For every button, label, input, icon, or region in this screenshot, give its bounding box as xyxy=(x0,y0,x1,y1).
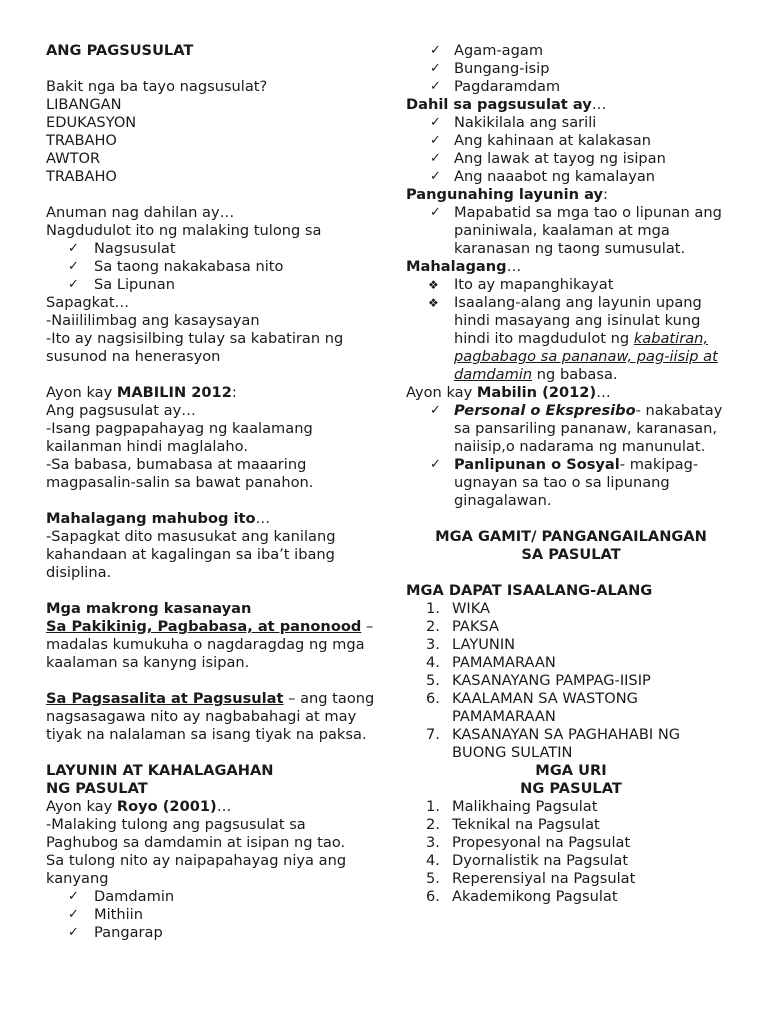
item2-pre: Isaalang-alang ang layunin upang hindi masayang ang isinulat kung hindi ito magdudulot ng xyxy=(454,294,702,347)
item-text: WIKA xyxy=(452,600,491,617)
layunin-heading-2: NG PASULAT xyxy=(46,780,148,797)
check-item: ✓ Sa taong nakakabasa nito xyxy=(46,258,376,276)
mahalagang-heading-line xyxy=(406,258,736,276)
check-item: ✓ Nagsusulat xyxy=(46,240,376,258)
item-text: Reperensiyal na Pagsulat xyxy=(452,870,636,887)
check-item: ✓ Mapabatid sa mga tao o lipunan ang paniniwala, kaalaman at mga karanasan ng taong sumusulat. xyxy=(406,204,736,258)
ayon-mabilin-line xyxy=(406,384,736,402)
numbered-item: 1. WIKA xyxy=(426,600,491,617)
check-item: ✓ Bungang-isip xyxy=(406,60,736,78)
check-item: ✓ Ang kahinaan at kalakasan xyxy=(406,132,736,150)
reason-item: TRABAHO xyxy=(46,168,117,185)
dapat-heading: MGA DAPAT ISAALANG-ALANG xyxy=(406,582,653,599)
mahalagang-heading: Mahalagang xyxy=(406,258,507,275)
numbered-item: 5. Reperensiyal na Pagsulat xyxy=(426,870,636,887)
royo-name: Royo (2001) xyxy=(116,798,217,815)
item-text: PAKSA xyxy=(452,618,499,635)
numbered-item: 5. KASANAYANG PAMPAG-IISIP xyxy=(426,672,651,689)
ayon-colon: : xyxy=(231,384,237,401)
numbered-item: 2. PAKSA xyxy=(426,618,499,635)
pakikinig-paragraph xyxy=(46,618,376,672)
item-text: Propesyonal na Pagsulat xyxy=(452,834,631,851)
numbered-item: 7. KASANAYAN SA PAGHAHABI NG BUONG SULATIN xyxy=(426,726,681,761)
personal-text: - nakabatay sa pansariling pananaw, karanasan, naiisip,o nadarama ng manunulat. xyxy=(454,402,723,455)
item2-post: ng babasa. xyxy=(532,366,618,383)
item-text: KASANAYANG PAMPAG-IISIP xyxy=(452,672,651,689)
reason-item: LIBANGAN xyxy=(46,96,122,113)
sapagkat-line: Sapagkat… xyxy=(46,294,130,311)
pagsasalita-paragraph xyxy=(46,690,376,744)
mahalagang-ellipsis: … xyxy=(506,258,522,275)
ayon-name: MABILIN 2012 xyxy=(116,384,232,401)
check-item: ✓ Ang naaabot ng kamalayan xyxy=(406,168,736,186)
numbered-item: 6. KAALAMAN SA WASTONG PAMAMARAAN xyxy=(426,690,638,725)
check-item: ✓ Ang lawak at tayog ng isipan xyxy=(406,150,736,168)
sapagkat-item: -Ito ay nagsisilbing tulay sa kabatiran ng susunod na henerasyon xyxy=(46,330,344,365)
item-text: LAYUNIN xyxy=(452,636,516,653)
check-item: ✓ Damdamin xyxy=(46,888,376,906)
item-text: KASANAYAN SA PAGHAHABI NG BUONG SULATIN xyxy=(452,726,681,761)
uri-heading-1: MGA URI xyxy=(535,762,607,779)
pakikinig-text: – madalas kumukuha o nagdaragdag ng mga kaalaman sa kanyng isipan. xyxy=(46,618,374,671)
item-text: Teknikal na Pagsulat xyxy=(452,816,600,833)
dahil-ellipsis: … xyxy=(591,96,607,113)
numbered-item: 4. PAMAMARAAN xyxy=(426,654,556,671)
ayon-prefix: Ayon kay xyxy=(46,384,117,401)
check-item: ✓ Agam-agam xyxy=(406,42,736,60)
item-text: Malikhaing Pagsulat xyxy=(452,798,598,815)
mabilin-item: -Isang pagpapahayag ng kaalamang kailanman hindi maglalaho. xyxy=(46,420,313,455)
diamond-item: ❖ Ito ay mapanghikayat xyxy=(406,276,736,294)
panlipunan-text: - makipag-ugnayan sa tao o sa lipunang ginagalawan. xyxy=(454,456,699,509)
right-column xyxy=(406,42,736,906)
reason-item: TRABAHO xyxy=(46,132,117,149)
pagsasalita-text: – ang taong nagsasagawa nito ay nagbabahagi at may tiyak na nalalaman sa isang tiyak na paksa. xyxy=(46,690,375,743)
layunin-heading-1: LAYUNIN AT KAHALAGAHAN xyxy=(46,762,274,779)
check-item xyxy=(406,402,736,456)
question: Bakit nga ba tayo nagsusulat? xyxy=(46,78,268,95)
numbered-item: 1. Malikhaing Pagsulat xyxy=(426,798,598,815)
mahalaga-heading-line xyxy=(46,510,376,528)
personal-label: Personal o Ekspresibo xyxy=(454,402,636,419)
makro-heading: Mga makrong kasanayan xyxy=(46,600,252,617)
check-item: ✓ Pagdaramdam xyxy=(406,78,736,96)
check-item: ✓ Nakikilala ang sarili xyxy=(406,114,736,132)
ayon-name: Mabilin (2012) xyxy=(476,384,597,401)
reason-item: AWTOR xyxy=(46,150,101,167)
doc-title: ANG PAGSUSULAT xyxy=(46,42,194,59)
ayon-prefix: Ayon kay xyxy=(406,384,477,401)
pakikinig-label: Sa Pakikinig, Pagbabasa, at panonood xyxy=(46,618,362,635)
check-item xyxy=(406,456,736,510)
ayon-ellipsis: … xyxy=(596,384,611,401)
diamond-item xyxy=(406,294,736,384)
sapagkat-item: -Naiililimbag ang kasaysayan xyxy=(46,312,260,329)
royo-text-1: -Malaking tulong ang pagsusulat sa Paghubog sa damdamin at isipan ng tao. xyxy=(46,816,346,851)
numbered-item: 2. Teknikal na Pagsulat xyxy=(426,816,600,833)
ayon-royo-line xyxy=(46,798,376,816)
anuman-line: Anuman nag dahilan ay… xyxy=(46,204,235,221)
left-column xyxy=(46,42,376,942)
item-text: Dyornalistik na Pagsulat xyxy=(452,852,629,869)
panlipunan-label: Panlipunan o Sosyal xyxy=(454,456,620,473)
numbered-item: 4. Dyornalistik na Pagsulat xyxy=(426,852,629,869)
mahalaga-heading: Mahalagang mahubog ito xyxy=(46,510,256,527)
gamit-heading-2: SA PASULAT xyxy=(521,546,621,563)
royo-ellipsis: … xyxy=(216,798,232,815)
pagsasalita-label: Sa Pagsasalita at Pagsusulat xyxy=(46,690,284,707)
mahalaga-ellipsis: … xyxy=(255,510,271,527)
check-item: ✓ Mithiin xyxy=(46,906,376,924)
reason-item: EDUKASYON xyxy=(46,114,137,131)
mahalaga-text: -Sapagkat dito masusukat ang kanilang kahandaan at kagalingan sa iba’t ibang disiplina. xyxy=(46,528,336,581)
pangunahing-heading: Pangunahing layunin ay xyxy=(406,186,604,203)
uri-heading-2: NG PASULAT xyxy=(520,780,622,797)
royo-text-2: Sa tulong nito ay naipapahayag niya ang kanyang xyxy=(46,852,347,887)
item2-underlined: kabatiran, pagbabago sa pananaw, pag-iisip at damdamin xyxy=(454,330,718,383)
dahil-heading: Dahil sa pagsusulat ay xyxy=(406,96,592,113)
pangunahing-colon: : xyxy=(603,186,608,203)
mabilin-item: -Sa babasa, bumabasa at maaaring magpasalin-salin sa bawat panahon. xyxy=(46,456,314,491)
pangunahing-heading-line xyxy=(406,186,736,204)
item-text: KAALAMAN SA WASTONG PAMAMARAAN xyxy=(452,690,638,725)
item-text: PAMAMARAAN xyxy=(452,654,556,671)
numbered-item: 3. Propesyonal na Pagsulat xyxy=(426,834,631,851)
nagdudulot-line: Nagdudulot ito ng malaking tulong sa xyxy=(46,222,322,239)
ayon-mabilin-line xyxy=(46,384,376,402)
royo-prefix: Ayon kay xyxy=(46,798,117,815)
ang-pagsusulat-line: Ang pagsusulat ay… xyxy=(46,402,196,419)
item-text: Akademikong Pagsulat xyxy=(452,888,618,905)
check-item: ✓ Pangarap xyxy=(46,924,376,942)
numbered-item: 3. LAYUNIN xyxy=(426,636,516,653)
gamit-heading-1: MGA GAMIT/ PANGANGAILANGAN xyxy=(435,528,707,545)
dahil-heading-line xyxy=(406,96,736,114)
check-item: ✓ Sa Lipunan xyxy=(46,276,376,294)
numbered-item: 6. Akademikong Pagsulat xyxy=(426,888,618,905)
